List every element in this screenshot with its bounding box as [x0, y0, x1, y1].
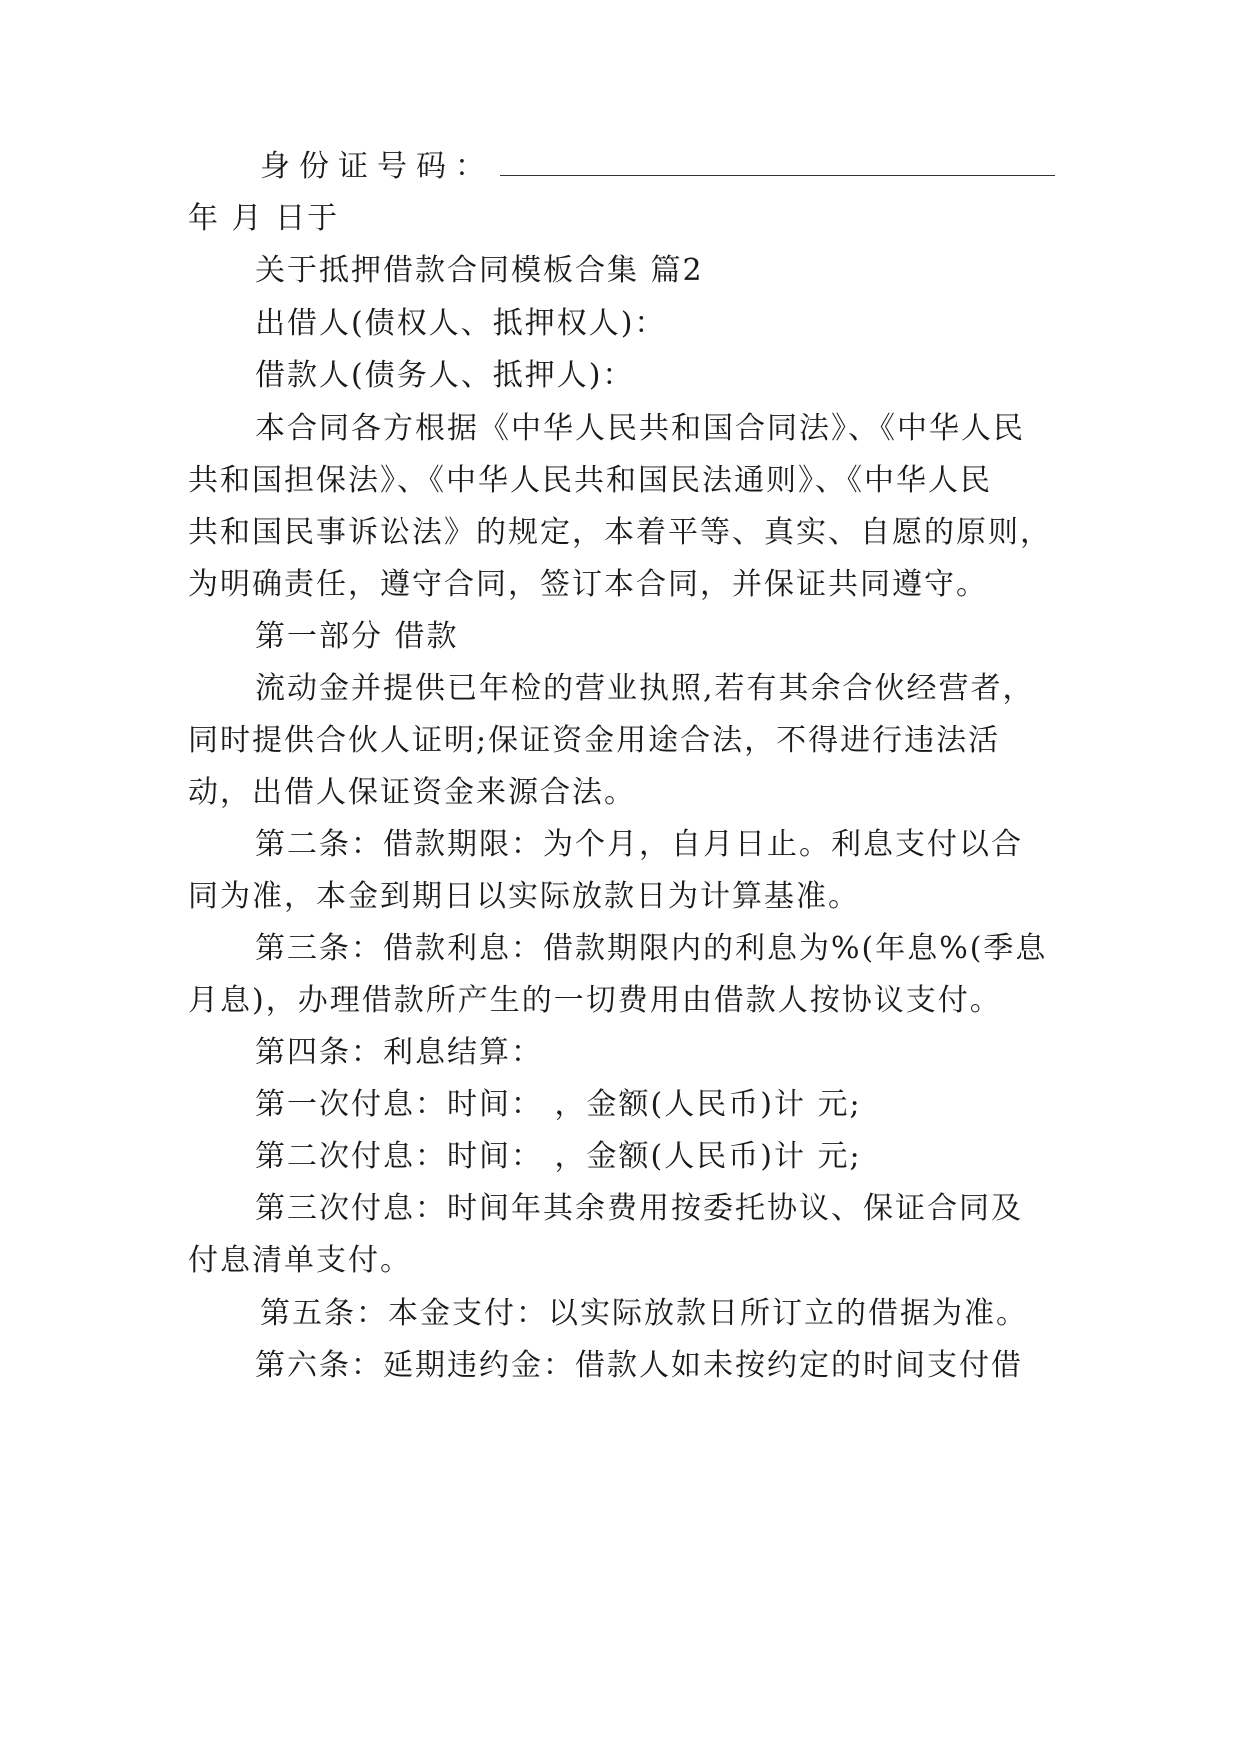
- section-title: 关于抵押借款合同模板合集 篇2: [255, 253, 704, 288]
- article-4-heading: 第四条：利息结算：: [255, 1035, 543, 1070]
- intro-paragraph-line: 为明确责任，遵守合同，签订本合同，并保证共同遵守。: [188, 567, 988, 602]
- part-one-heading: 第一部分 借款: [255, 619, 459, 654]
- id-number-blank: [500, 149, 1055, 176]
- article-2-line: 同为准，本金到期日以实际放款日为计算基准。: [188, 879, 860, 914]
- purpose-paragraph-line: 动，出借人保证资金来源合法。: [188, 775, 636, 810]
- id-number-line: [260, 146, 1140, 188]
- payment-1-line: 第一次付息：时间： ，金额(人民币)计 元;: [255, 1087, 862, 1122]
- article-6-line: 第六条：延期违约金：借款人如未按约定的时间支付借: [255, 1348, 1023, 1383]
- intro-paragraph-line: 共和国担保法》、《中华人民共和国民法通则》、《中华人民: [188, 463, 992, 498]
- borrower-line: 借款人(债务人、抵押人)：: [255, 358, 635, 393]
- id-number-label: 身份证号码：: [260, 149, 494, 184]
- intro-paragraph-line: 本合同各方根据《中华人民共和国合同法》、《中华人民: [255, 411, 1025, 446]
- article-3-line: 第三条：借款利息：借款期限内的利息为%(年息%(季息: [255, 931, 1048, 966]
- date-line: 年 月 日于: [188, 201, 340, 236]
- purpose-paragraph-line: 同时提供合伙人证明;保证资金用途合法，不得进行违法活: [188, 723, 1001, 758]
- article-2-line: 第二条：借款期限：为个月，自月日止。利息支付以合: [255, 827, 1023, 862]
- payment-3-line: 第三次付息：时间年其余费用按委托协议、保证合同及: [255, 1191, 1023, 1226]
- article-3-line: 月息)，办理借款所产生的一切费用由借款人按协议支付。: [188, 983, 1002, 1018]
- purpose-paragraph-line: 流动金并提供已年检的营业执照,若有其余合伙经营者，: [255, 671, 1035, 706]
- payment-2-line: 第二次付息：时间： ，金额(人民币)计 元;: [255, 1139, 862, 1174]
- article-5-line: 第五条：本金支付：以实际放款日所订立的借据为准。: [260, 1296, 1028, 1331]
- intro-paragraph-line: 共和国民事诉讼法》的规定，本着平等、真实、自愿的原则，: [188, 515, 1052, 550]
- lender-line: 出借人(债权人、抵押权人)：: [255, 306, 667, 341]
- payment-3-line: 付息清单支付。: [188, 1243, 412, 1278]
